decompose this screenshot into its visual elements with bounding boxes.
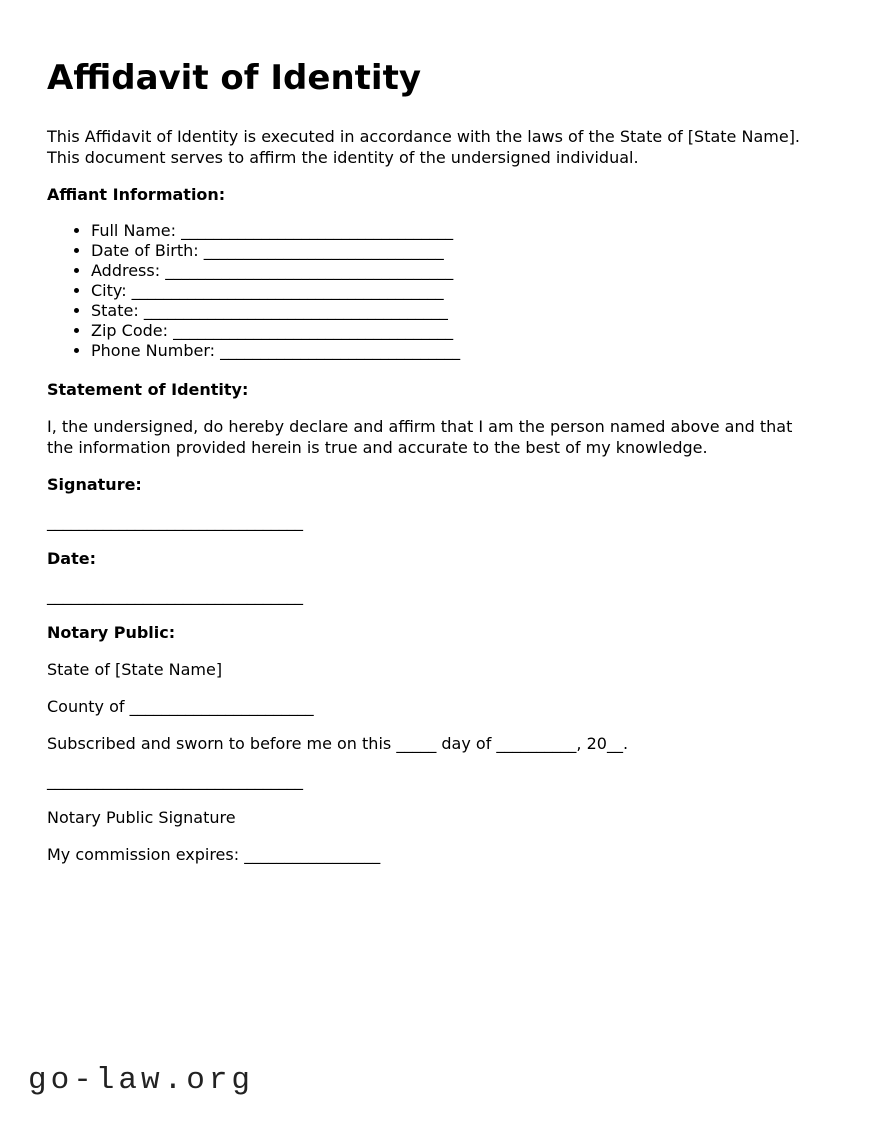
statement-of-identity-heading: Statement of Identity: xyxy=(47,380,249,399)
field-date-of-birth: • Date of Birth: ______________________________ xyxy=(91,241,812,261)
document-title: Affidavit of Identity xyxy=(47,58,421,98)
brand-footer: go-law.org xyxy=(28,1063,255,1098)
notary-state-line: State of [State Name] xyxy=(47,660,223,679)
field-phone-number: • Phone Number: ______________________________ xyxy=(91,341,812,361)
notary-signature-blank-line: ________________________________ xyxy=(47,771,303,790)
affiant-information-heading: Affiant Information: xyxy=(47,185,226,204)
date-heading: Date: xyxy=(47,549,96,568)
notary-public-heading: Notary Public: xyxy=(47,623,176,642)
field-city: • City: _______________________________________ xyxy=(91,281,812,301)
notary-county-line: County of _______________________ xyxy=(47,697,314,716)
statement-paragraph: I, the undersigned, do hereby declare and affirm that I am the person named above and that the information provided herein is true and accurate to the best of my knowledge. xyxy=(47,417,793,457)
signature-heading: Signature: xyxy=(47,475,142,494)
intro-paragraph: This Affidavit of Identity is executed in accordance with the laws of the State of [State Name]. This document serves to affirm the identity of the undersigned individual. xyxy=(47,127,801,167)
date-blank-line: ________________________________ xyxy=(47,586,303,605)
field-address: • Address: ____________________________________ xyxy=(91,261,812,281)
affiant-fields-list xyxy=(47,221,812,361)
commission-expires-line: My commission expires: _________________ xyxy=(47,845,381,864)
document-content xyxy=(47,58,812,881)
field-zip-code: • Zip Code: ___________________________________ xyxy=(91,321,812,341)
signature-blank-line: ________________________________ xyxy=(47,512,303,531)
notary-signature-caption: Notary Public Signature xyxy=(47,808,236,827)
notary-sworn-line: Subscribed and sworn to before me on this _____ day of __________, 20__. xyxy=(47,734,629,753)
field-full-name: • Full Name: __________________________________ xyxy=(91,221,812,241)
field-state: • State: ______________________________________ xyxy=(91,301,812,321)
